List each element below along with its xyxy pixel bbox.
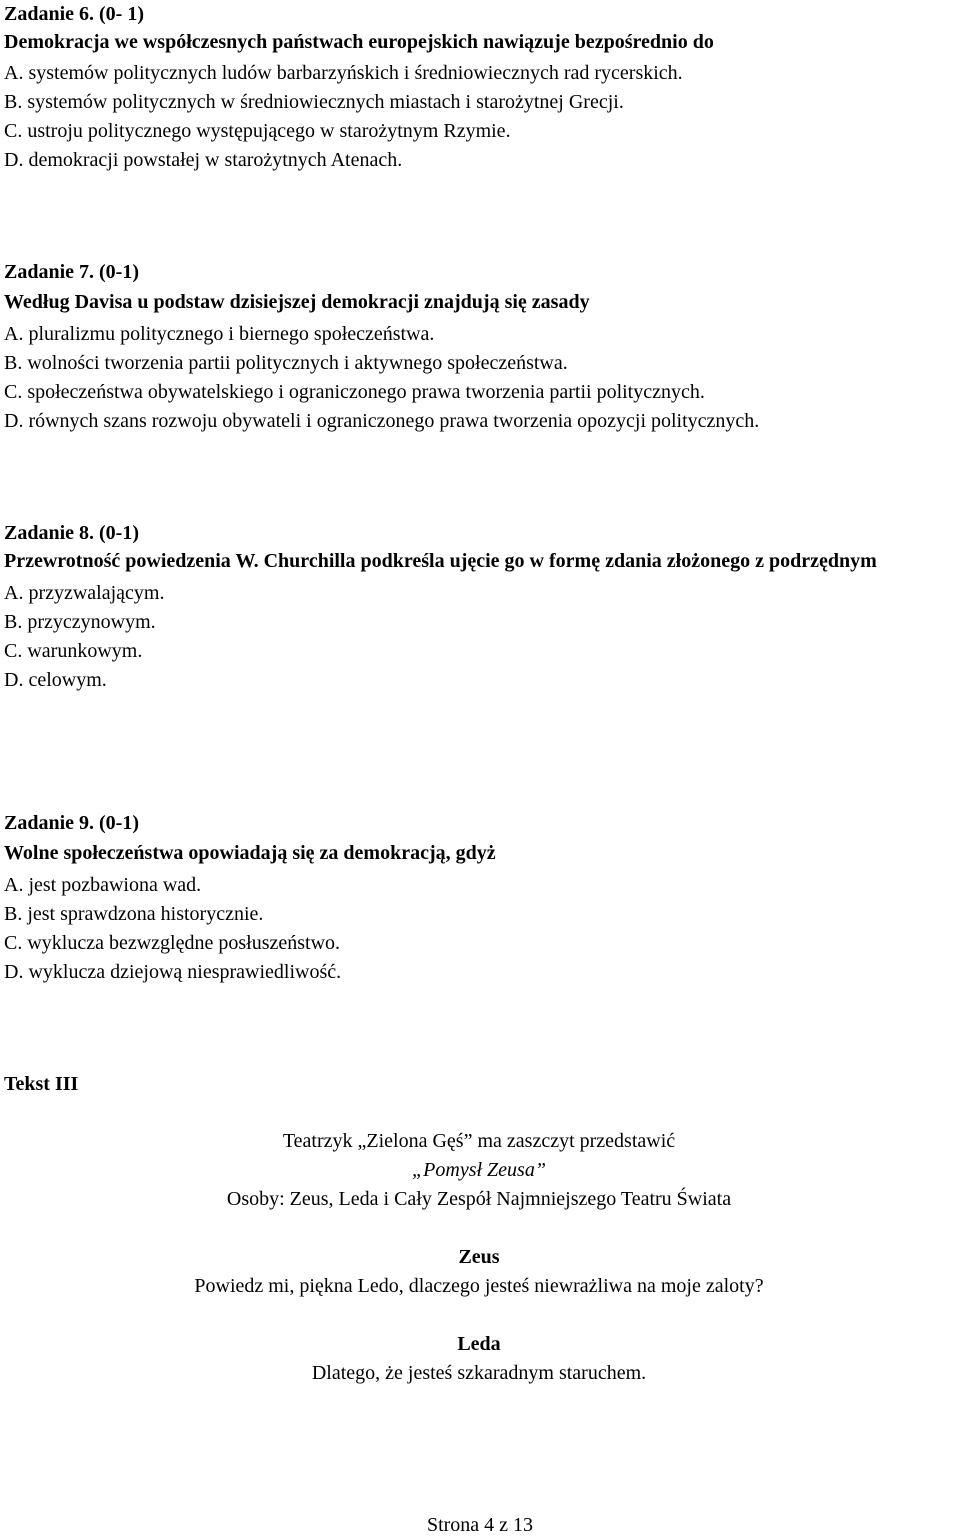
task-8 — [4, 519, 954, 695]
play-excerpt — [4, 1127, 954, 1388]
answer-option-b: B. wolności tworzenia partii politycznych i aktywnego społeczeństwa. — [4, 352, 568, 374]
answer-option-a: A. przyzwalającym. — [4, 582, 165, 604]
task-heading: Zadanie 8. (0-1) — [4, 522, 139, 544]
task-question: Wolne społeczeństwa opowiadają się za demokracją, gdyż — [4, 842, 496, 864]
task-9 — [4, 808, 954, 987]
play-persons: Osoby: Zeus, Leda i Cały Zespół Najmniejszego Teatru Świata — [226, 1188, 732, 1210]
task-heading: Zadanie 7. (0-1) — [4, 261, 139, 283]
speaker-zeus: Zeus — [458, 1246, 500, 1268]
task-6 — [4, 0, 954, 175]
answer-option-d: D. równych szans rozwoju obywateli i ograniczonego prawa tworzenia opozycji politycznych. — [4, 410, 760, 432]
answer-option-a: A. pluralizmu politycznego i biernego społeczeństwa. — [4, 323, 435, 345]
task-heading: Zadanie 9. (0-1) — [4, 812, 139, 834]
answer-option-b: B. systemów politycznych w średniowiecznych miastach i starożytnej Grecji. — [4, 91, 624, 113]
answer-option-b: B. jest sprawdzona historycznie. — [4, 903, 264, 925]
page-number: Strona 4 z 13 — [426, 1514, 534, 1536]
text-3-section — [4, 1070, 954, 1099]
play-intro: Teatrzyk „Zielona Gęś” ma zaszczyt przedstawić — [282, 1130, 676, 1152]
task-question: Według Davisa u podstaw dzisiejszej demokracji znajdują się zasady — [4, 291, 590, 313]
speaker-leda: Leda — [457, 1333, 501, 1355]
answer-option-c: C. wyklucza bezwzględne posłuszeństwo. — [4, 932, 341, 954]
zeus-line: Powiedz mi, piękna Ledo, dlaczego jesteś niewrażliwa na moje zaloty? — [194, 1275, 764, 1297]
answer-option-d: D. celowym. — [4, 669, 107, 691]
answer-option-d: D. demokracji powstałej w starożytnych Atenach. — [4, 149, 403, 171]
answer-option-a: A. systemów politycznych ludów barbarzyńskich i średniowiecznych rad rycerskich. — [4, 62, 683, 84]
answer-option-c: C. warunkowym. — [4, 640, 143, 662]
answer-option-c: C. ustroju politycznego występującego w starożytnym Rzymie. — [4, 120, 511, 142]
task-7 — [4, 257, 954, 436]
answer-option-d: D. wyklucza dziejową niesprawiedliwość. — [4, 961, 342, 983]
task-heading: Zadanie 6. (0- 1) — [4, 3, 144, 25]
answer-option-a: A. jest pozbawiona wad. — [4, 874, 202, 896]
task-question: Demokracja we współczesnych państwach europejskich nawiązuje bezpośrednio do — [4, 31, 714, 53]
leda-line: Dlatego, że jesteś szkaradnym staruchem. — [311, 1362, 647, 1384]
answer-option-b: B. przyczynowym. — [4, 611, 156, 633]
task-question: Przewrotność powiedzenia W. Churchilla podkreśla ujęcie go w formę zdania złożonego z podrzędnym — [4, 550, 877, 572]
section-heading: Tekst III — [4, 1073, 79, 1095]
play-title: „Pomysł Zeusa” — [412, 1159, 546, 1181]
answer-option-c: C. społeczeństwa obywatelskiego i ograniczonego prawa tworzenia partii politycznych. — [4, 381, 705, 403]
